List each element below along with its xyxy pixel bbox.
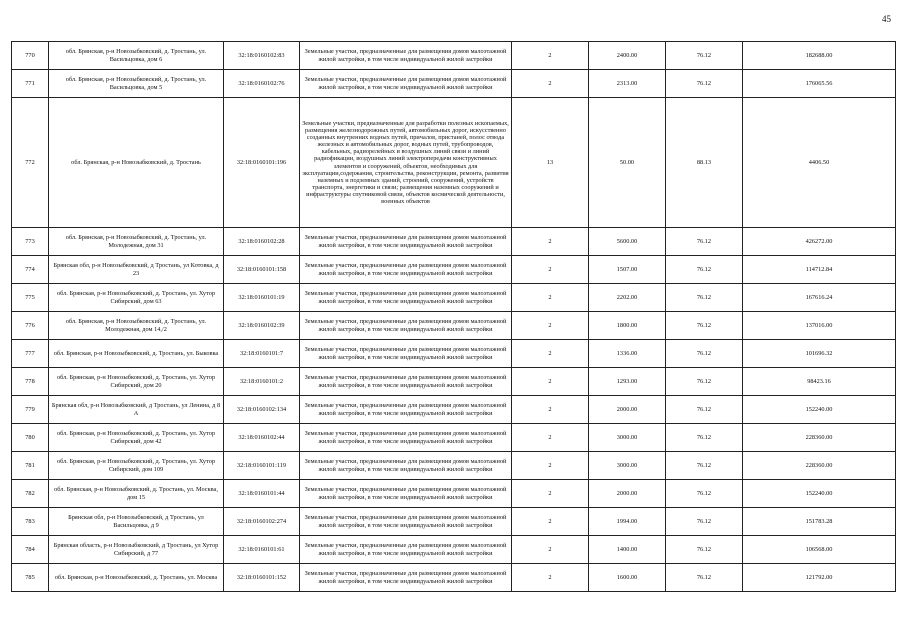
rate-cell: 76.12	[666, 536, 743, 564]
permitted-use-cell: Земельные участки, предназначенные для размещения домов малоэтажной жилой застройки, в том числе индивидуальной жилой застройки	[300, 256, 512, 284]
permitted-use-cell: Земельные участки, предназначенные для размещения домов малоэтажной жилой застройки, в том числе индивидуальной жилой застройки	[300, 396, 512, 424]
cadastral-number-cell: 32:18:0160101:2	[224, 368, 300, 396]
rate-cell: 76.12	[666, 284, 743, 312]
area-cell: 2202.00	[589, 284, 666, 312]
permitted-use-cell: Земельные участки, предназначенные для разработки полезных ископаемых, размещения железнодорожных путей, автомобильных дорог, искусственно созданных внутренних водных путей, причалов, пристаней, полос отвода железных и автомобильных дорог, водных путей, трубопроводов, кабельных, радиорелейных и воздушных линий связи и линий радиофикации, воздушных линий электропередачи конструктивных элементов и сооружений, объектов, необходимых для эксплуатации,содержания, строительства, реконструкции, ремонта, развития наземных и подземных зданий, строений, сооружений, устройств транспорта, энергетики и связи; размещения наземных сооружений и инфраструктуры спутниковой связи, объектов космической деятельности, военных объектов	[300, 98, 512, 228]
cadastral-value-cell: 4406.50	[743, 98, 896, 228]
table-row	[12, 98, 896, 228]
cadastral-number-cell: 32:18:0160101:44	[224, 480, 300, 508]
area-cell: 3000.00	[589, 452, 666, 480]
area-cell: 1293.00	[589, 368, 666, 396]
rate-cell: 76.12	[666, 396, 743, 424]
table-row	[12, 70, 896, 98]
table-row	[12, 396, 896, 424]
land-register-table	[11, 41, 896, 592]
category-cell: 13	[512, 98, 589, 228]
rate-cell: 76.12	[666, 42, 743, 70]
table-row	[12, 256, 896, 284]
rate-cell: 76.12	[666, 312, 743, 340]
area-cell: 2313.00	[589, 70, 666, 98]
area-cell: 1507.00	[589, 256, 666, 284]
rate-cell: 88.13	[666, 98, 743, 228]
address-cell: обл. Брянская, р-н Новозыбковский, д. Тростань, ул. Москва	[49, 564, 224, 592]
rate-cell: 76.12	[666, 424, 743, 452]
rate-cell: 76.12	[666, 70, 743, 98]
table-row	[12, 452, 896, 480]
address-cell: обл. Брянская, р-н Новозыбковский, д. Тростань, ул. Хутор Сибирский, дом 109	[49, 452, 224, 480]
area-cell: 3000.00	[589, 424, 666, 452]
cadastral-value-cell: 106568.00	[743, 536, 896, 564]
table-row	[12, 508, 896, 536]
cadastral-value-cell: 176065.56	[743, 70, 896, 98]
address-cell: обл. Брянская, р-н Новозыбковский, д. Тростань, ул. Хутор Сибирский, дом 20	[49, 368, 224, 396]
table-row	[12, 480, 896, 508]
row-number: 770	[12, 42, 49, 70]
cadastral-number-cell: 32:18:0160102:39	[224, 312, 300, 340]
area-cell: 1336.00	[589, 340, 666, 368]
row-number: 773	[12, 228, 49, 256]
cadastral-value-cell: 151783.28	[743, 508, 896, 536]
address-cell: обл. Брянская, р-н Новозыбковский, д. Тростань, ул. Хутор Сибирский, дом 63	[49, 284, 224, 312]
address-cell: Брянская обл, р-н Новозыбковский, д Тростань, ул Ленина, д 8 А	[49, 396, 224, 424]
cadastral-value-cell: 167616.24	[743, 284, 896, 312]
row-number: 776	[12, 312, 49, 340]
category-cell: 2	[512, 312, 589, 340]
category-cell: 2	[512, 452, 589, 480]
row-number: 774	[12, 256, 49, 284]
cadastral-number-cell: 32:18:0160101:196	[224, 98, 300, 228]
category-cell: 2	[512, 424, 589, 452]
category-cell: 2	[512, 396, 589, 424]
row-number: 778	[12, 368, 49, 396]
address-cell: обл. Брянская, р-н Новозыбковский, д. Тростань, ул. Молодежная, дом 31	[49, 228, 224, 256]
row-number: 772	[12, 98, 49, 228]
table-row	[12, 536, 896, 564]
area-cell: 1994.00	[589, 508, 666, 536]
area-cell: 5600.00	[589, 228, 666, 256]
cadastral-number-cell: 32:18:0160102:76	[224, 70, 300, 98]
permitted-use-cell: Земельные участки, предназначенные для размещения домов малоэтажной жилой застройки, в том числе индивидуальной жилой застройки	[300, 368, 512, 396]
rate-cell: 76.12	[666, 480, 743, 508]
row-number: 783	[12, 508, 49, 536]
permitted-use-cell: Земельные участки, предназначенные для размещения домов малоэтажной жилой застройки, в том числе индивидуальной жилой застройки	[300, 480, 512, 508]
cadastral-value-cell: 152240.00	[743, 480, 896, 508]
address-cell: Брянская обл, р-н Новозыбковский, д Тростань, ул Васильцовка, д 9	[49, 508, 224, 536]
permitted-use-cell: Земельные участки, предназначенные для размещения домов малоэтажной жилой застройки, в том числе индивидуальной жилой застройки	[300, 312, 512, 340]
address-cell: обл. Брянская, р-н Новозыбковский, д. Тростань, ул. Москва, дом 15	[49, 480, 224, 508]
permitted-use-cell: Земельные участки, предназначенные для размещения домов малоэтажной жилой застройки, в том числе индивидуальной жилой застройки	[300, 340, 512, 368]
category-cell: 2	[512, 480, 589, 508]
permitted-use-cell: Земельные участки, предназначенные для размещения домов малоэтажной жилой застройки, в том числе индивидуальной жилой застройки	[300, 452, 512, 480]
row-number: 771	[12, 70, 49, 98]
table-row	[12, 228, 896, 256]
row-number: 775	[12, 284, 49, 312]
table-row	[12, 564, 896, 592]
cadastral-value-cell: 114712.84	[743, 256, 896, 284]
address-cell: Брянская обл, р-н Новозыбковский, д Тростань, ул Котовка, д 23	[49, 256, 224, 284]
cadastral-number-cell: 32:18:0160101:152	[224, 564, 300, 592]
cadastral-number-cell: 32:18:0160102:134	[224, 396, 300, 424]
address-cell: обл. Брянская, р-н Новозыбковский, д. Тростань, ул. Васильцовка, дом 5	[49, 70, 224, 98]
permitted-use-cell: Земельные участки, предназначенные для размещения домов малоэтажной жилой застройки, в том числе индивидуальной жилой застройки	[300, 228, 512, 256]
page-number: 45	[882, 14, 891, 24]
category-cell: 2	[512, 536, 589, 564]
cadastral-value-cell: 121792.00	[743, 564, 896, 592]
rate-cell: 76.12	[666, 228, 743, 256]
rate-cell: 76.12	[666, 508, 743, 536]
cadastral-number-cell: 32:18:0160102:44	[224, 424, 300, 452]
table-row	[12, 42, 896, 70]
cadastral-value-cell: 101696.32	[743, 340, 896, 368]
cadastral-number-cell: 32:18:0160101:158	[224, 256, 300, 284]
cadastral-value-cell: 228360.00	[743, 424, 896, 452]
category-cell: 2	[512, 256, 589, 284]
category-cell: 2	[512, 564, 589, 592]
area-cell: 1600.00	[589, 564, 666, 592]
category-cell: 2	[512, 228, 589, 256]
address-cell: Брянская область, р-н Новозыбковский, д Тростань, ул Хутор Сибирский, д 77	[49, 536, 224, 564]
rate-cell: 76.12	[666, 564, 743, 592]
permitted-use-cell: Земельные участки, предназначенные для размещения домов малоэтажной жилой застройки, в том числе индивидуальной жилой застройки	[300, 284, 512, 312]
row-number: 780	[12, 424, 49, 452]
row-number: 784	[12, 536, 49, 564]
category-cell: 2	[512, 368, 589, 396]
table-body	[12, 42, 896, 592]
row-number: 781	[12, 452, 49, 480]
cadastral-value-cell: 182688.00	[743, 42, 896, 70]
permitted-use-cell: Земельные участки, предназначенные для размещения домов малоэтажной жилой застройки, в том числе индивидуальной жилой застройки	[300, 536, 512, 564]
address-cell: обл. Брянская, р-н Новозыбковский, д. Тростань, ул. Васильцовка, дом 6	[49, 42, 224, 70]
area-cell: 50.00	[589, 98, 666, 228]
table-row	[12, 340, 896, 368]
table-row	[12, 424, 896, 452]
area-cell: 2000.00	[589, 396, 666, 424]
category-cell: 2	[512, 340, 589, 368]
address-cell: обл. Брянская, р-н Новозыбковский, д. Тростань, ул. Хутор Сибирский, дом 42	[49, 424, 224, 452]
area-cell: 1800.00	[589, 312, 666, 340]
category-cell: 2	[512, 42, 589, 70]
cadastral-value-cell: 98423.16	[743, 368, 896, 396]
permitted-use-cell: Земельные участки, предназначенные для размещения домов малоэтажной жилой застройки, в том числе индивидуальной жилой застройки	[300, 42, 512, 70]
cadastral-number-cell: 32:18:0160101:119	[224, 452, 300, 480]
category-cell: 2	[512, 284, 589, 312]
cadastral-number-cell: 32:18:0160102:274	[224, 508, 300, 536]
cadastral-number-cell: 32:18:0160101:19	[224, 284, 300, 312]
cadastral-value-cell: 137016.00	[743, 312, 896, 340]
permitted-use-cell: Земельные участки, предназначенные для размещения домов малоэтажной жилой застройки, в том числе индивидуальной жилой застройки	[300, 70, 512, 98]
row-number: 777	[12, 340, 49, 368]
cadastral-number-cell: 32:18:0160102:28	[224, 228, 300, 256]
permitted-use-cell: Земельные участки, предназначенные для размещения домов малоэтажной жилой застройки, в том числе индивидуальной жилой застройки	[300, 508, 512, 536]
address-cell: обл. Брянская, р-н Новозыбковский, д. Тростань, ул. Молодежная, дом 14,/2	[49, 312, 224, 340]
cadastral-number-cell: 32:18:0160102:83	[224, 42, 300, 70]
cadastral-value-cell: 228360.00	[743, 452, 896, 480]
category-cell: 2	[512, 508, 589, 536]
row-number: 782	[12, 480, 49, 508]
area-cell: 2400.00	[589, 42, 666, 70]
area-cell: 1400.00	[589, 536, 666, 564]
area-cell: 2000.00	[589, 480, 666, 508]
category-cell: 2	[512, 70, 589, 98]
table-row	[12, 312, 896, 340]
cadastral-value-cell: 152240.00	[743, 396, 896, 424]
cadastral-value-cell: 426272.00	[743, 228, 896, 256]
permitted-use-cell: Земельные участки, предназначенные для размещения домов малоэтажной жилой застройки, в том числе индивидуальной жилой застройки	[300, 564, 512, 592]
cadastral-number-cell: 32:18:0160101:61	[224, 536, 300, 564]
permitted-use-cell: Земельные участки, предназначенные для размещения домов малоэтажной жилой застройки, в том числе индивидуальной жилой застройки	[300, 424, 512, 452]
table-row	[12, 284, 896, 312]
rate-cell: 76.12	[666, 340, 743, 368]
address-cell: обл. Брянская, р-н Новозыбковский, д. Тростань	[49, 98, 224, 228]
row-number: 785	[12, 564, 49, 592]
rate-cell: 76.12	[666, 368, 743, 396]
table-row	[12, 368, 896, 396]
address-cell: обл. Брянская, р-н Новозыбковский, д. Тростань, ул. Быковка	[49, 340, 224, 368]
rate-cell: 76.12	[666, 452, 743, 480]
row-number: 779	[12, 396, 49, 424]
cadastral-number-cell: 32:18:0160101:7	[224, 340, 300, 368]
rate-cell: 76.12	[666, 256, 743, 284]
